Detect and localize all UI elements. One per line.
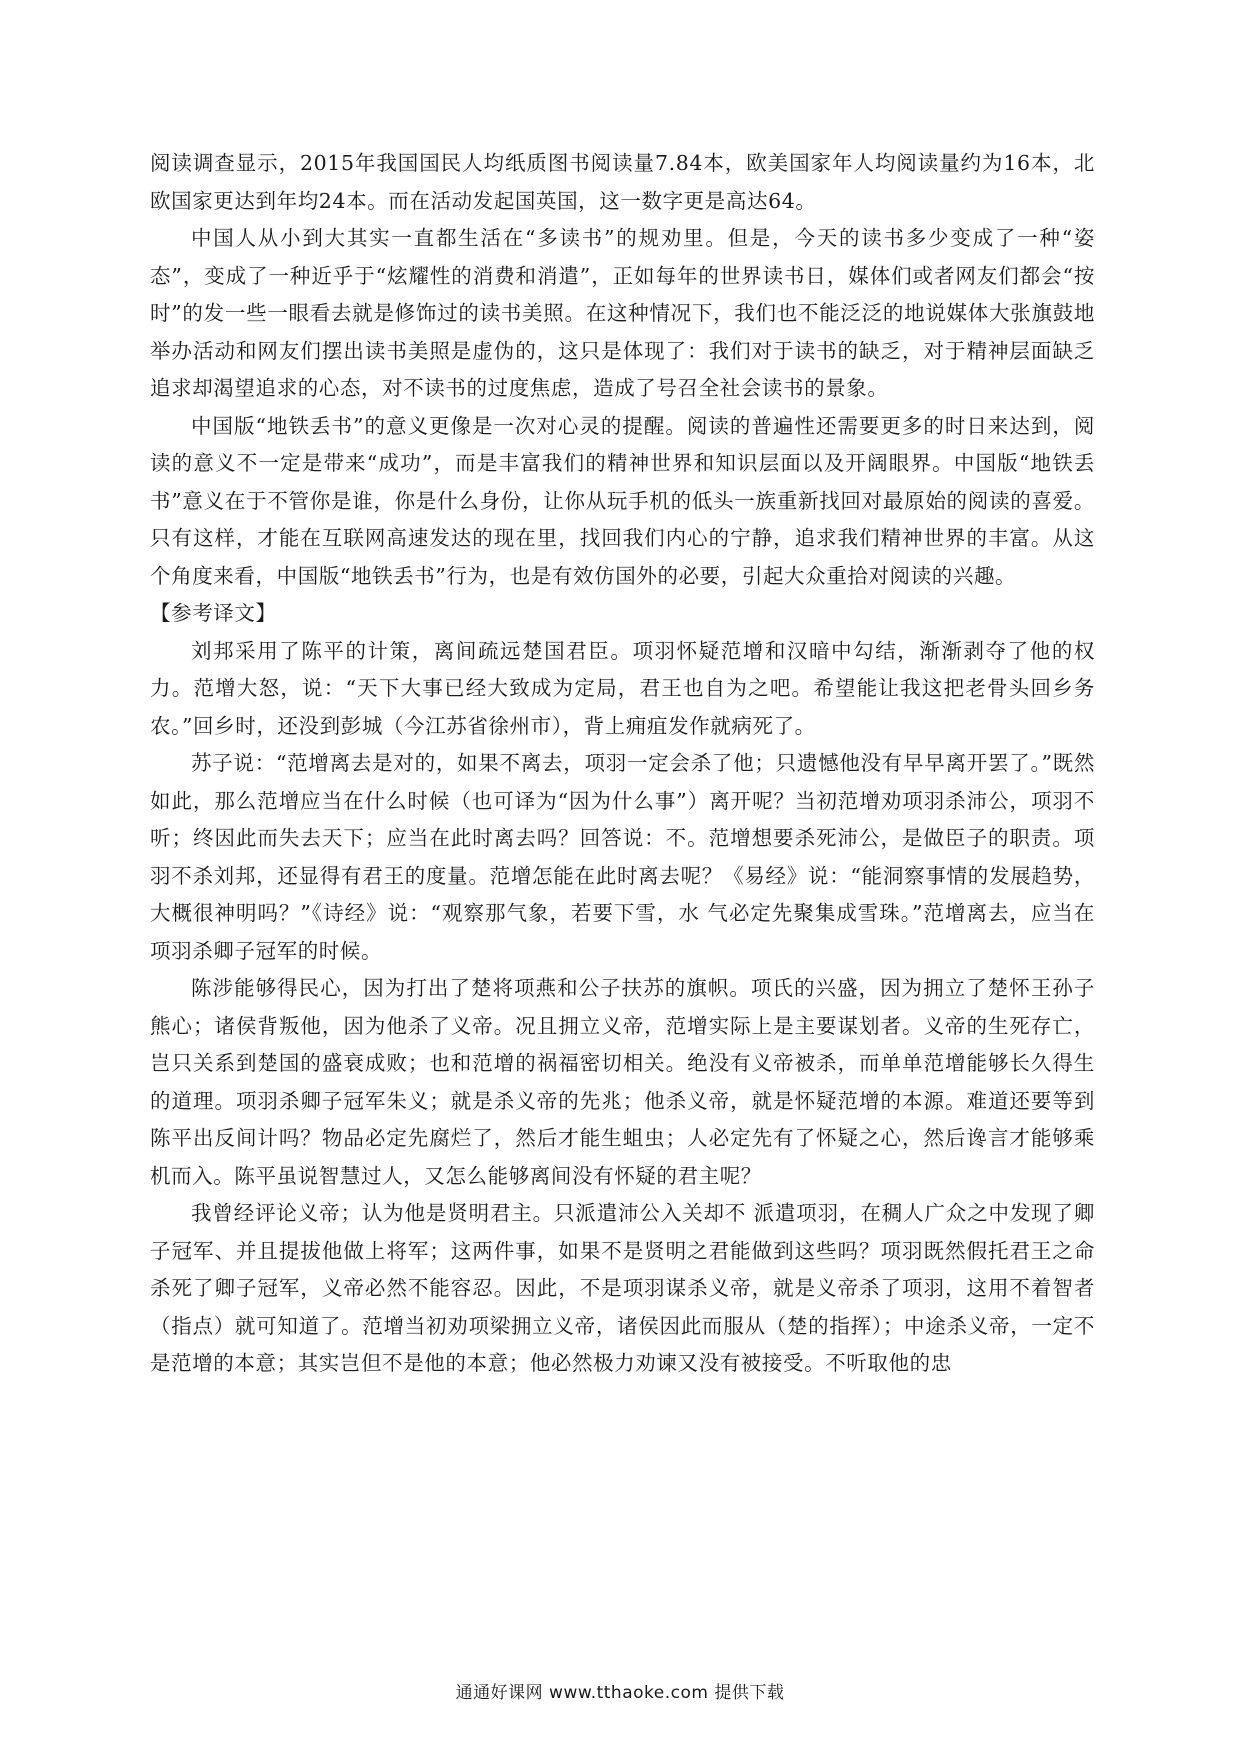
translation-paragraph-2: 苏子说：“范增离去是对的，如果不离去，项羽一定会杀了他；只遗憾他没有早早离开罢了。”既然如此，那么范增应当在什么时候（也可译为“因为什么事”）离开呢？当初范增劝项羽杀沛公，项羽不听；终因此而失去天下；应当在此时离去吗？回答说：不。范增想要杀死沛公，是做臣子的职责。项羽不杀刘邦，还显得有君王的度量。范增怎能在此时离去呢？《易经》说：“能洞察事情的发展趋势，大概很神明吗？”《诗经》说：“观察那气象，若要下雪，水 气必定先聚集成雪珠。”范增离去，应当在项羽杀卿子冠军的时候。 [150,751,1095,963]
section-heading-reference-translation: 【参考译文】 [150,601,277,625]
translation-paragraph-4: 我曾经评论义帝；认为他是贤明君主。只派遣沛公入关却不 派遣项羽，在稠人广众之中发现了卿子冠军、并且提拔他做上将军；这两件事，如果不是贤明之君能做到这些吗？项羽既然假托君王之命杀死了卿子冠军，义帝必然不能容忍。因此，不是项羽谋杀义帝，就是义帝杀了项羽，这用不着智者（指点）就可知道了。范增当初劝项梁拥立义帝，诸侯因此而服从（楚的指挥）；中途杀义帝，一定不是范增的本意；其实岂但不是他的本意；他必然极力劝谏又没有被接受。不听取他的忠 [150,1201,1095,1375]
paragraph-subway-book-drop: 中国版“地铁丢书”的意义更像是一次对心灵的提醒。阅读的普遍性还需要更多的时日来达到，阅读的意义不一定是带来“成功”，而是丰富我们的精神世界和知识层面以及开阔眼界。中国版“地铁丢书”意义在于不管你是谁，你是什么身份，让你从玩手机的低头一族重新找回对最原始的阅读的喜爱。只有这样，才能在互联网高速发达的现在里，找回我们内心的宁静，追求我们精神世界的丰富。从这个角度来看，中国版“地铁丢书”行为，也是有效仿国外的必要，引起大众重拾对阅读的兴趣。 [150,413,1095,588]
document-body [150,145,1095,1383]
translation-paragraph-3: 陈涉能够得民心，因为打出了楚将项燕和公子扶苏的旗帜。项氏的兴盛，因为拥立了楚怀王孙子熊心；诸侯背叛他，因为他杀了义帝。况且拥立义帝，范增实际上是主要谋划者。义帝的生死存亡，岂只关系到楚国的盛衰成败；也和范增的祸福密切相关。绝没有义帝被杀，而单单范增能够长久得生的道理。项羽杀卿子冠军朱义；就是杀义帝的先兆；他杀义帝，就是怀疑范增的本源。难道还要等到陈平出反间计吗？物品必定先腐烂了，然后才能生蛆虫；人必定先有了怀疑之心，然后谗言才能够乘机而入。陈平虽说智慧过人，又怎么能够离间没有怀疑的君主呢？ [150,976,1095,1188]
paragraph-reading-survey: 阅读调查显示，2015年我国国民人均纸质图书阅读量7.84本，欧美国家年人均阅读量约为16本，北欧国家更达到年均24本。而在活动发起国英国，这一数字更是高达64。 [150,151,1095,213]
page-footer: 通通好课网 www.tthaoke.com 提供下载 [455,1683,785,1703]
translation-paragraph-1: 刘邦采用了陈平的计策，离间疏远楚国君臣。项羽怀疑范增和汉暗中勾结，渐渐剥夺了他的权力。范增大怒，说：“天下大事已经大致成为定局，君王也自为之吧。希望能让我这把老骨头回乡务农。”回乡时，还没到彭城（今江苏省徐州市），背上痈疽发作就病死了。 [150,638,1095,738]
paragraph-reading-posture: 中国人从小到大其实一直都生活在“多读书”的规劝里。但是，今天的读书多少变成了一种“姿态”，变成了一种近乎于“炫耀性的消费和消遣”，正如每年的世界读书日，媒体们或者网友们都会“按时”的发一些一眼看去就是修饰过的读书美照。在这种情况下，我们也不能泛泛的地说媒体大张旗鼓地举办活动和网友们摆出读书美照是虚伪的，这只是体现了：我们对于读书的缺乏，对于精神层面缺乏追求却渴望追求的心态，对不读书的过度焦虑，造成了号召全社会读书的景象。 [150,226,1095,400]
